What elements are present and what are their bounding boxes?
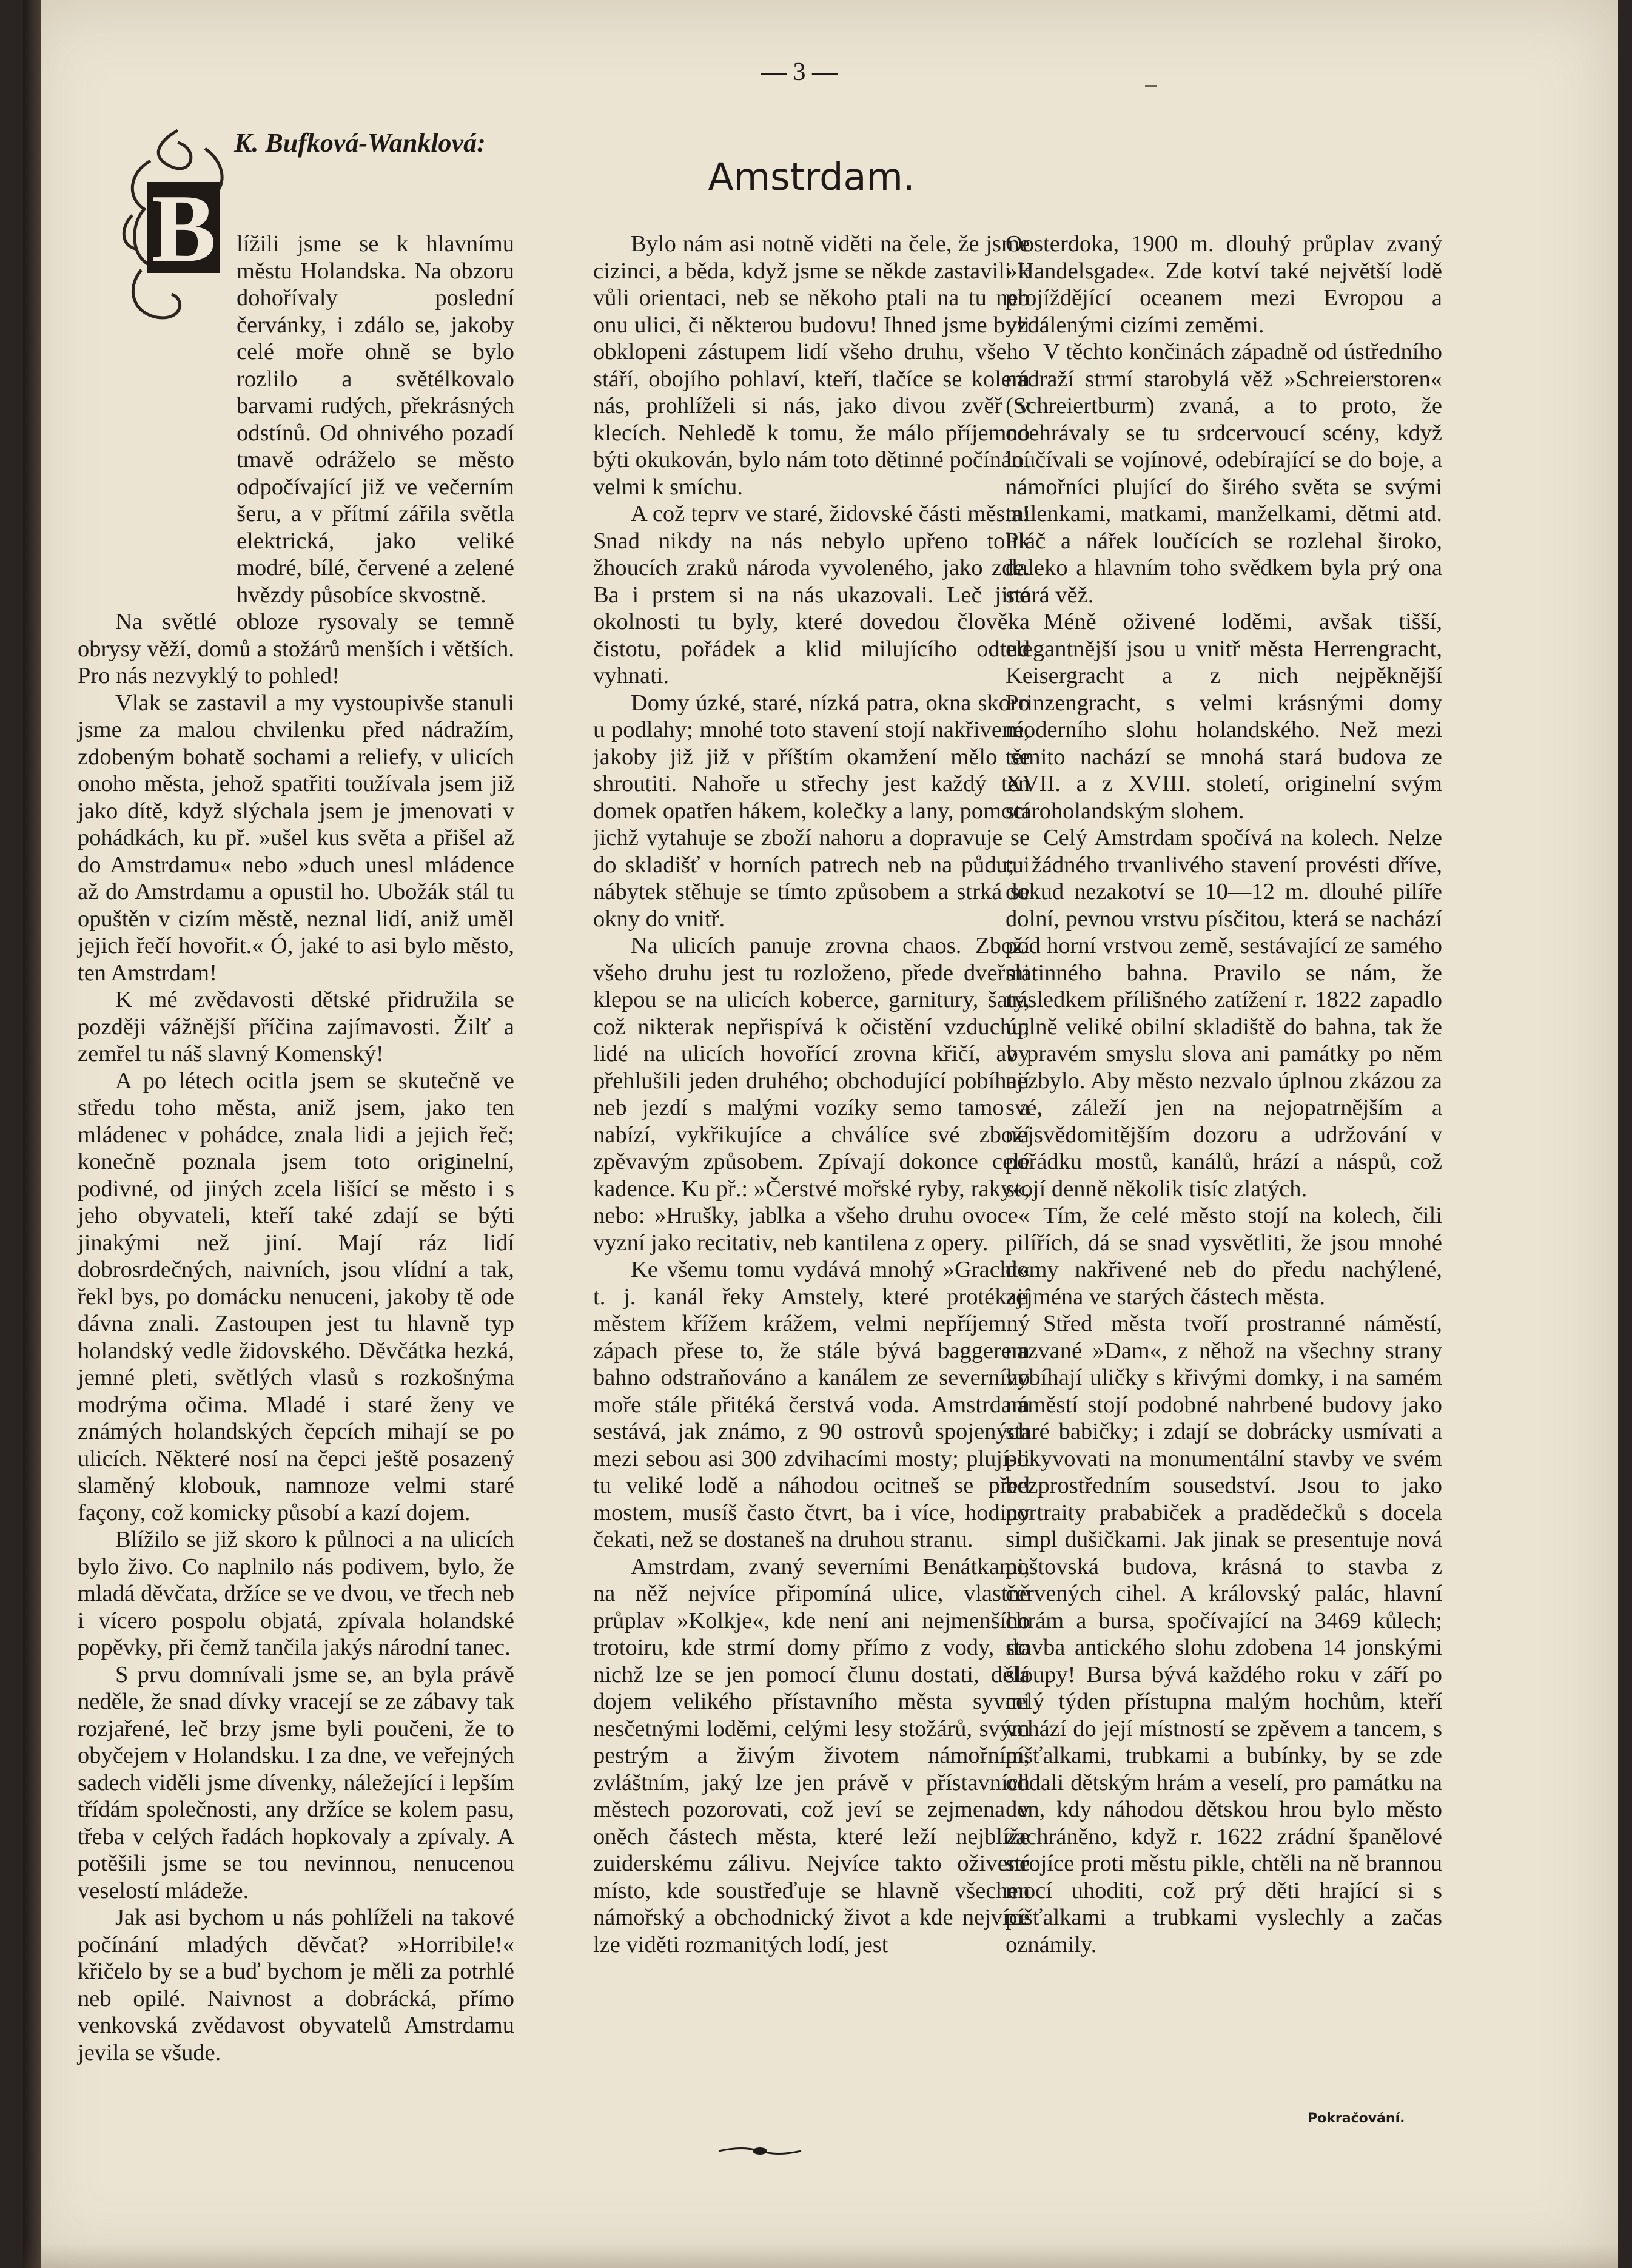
paragraph: S prvu domnívali jsme se, an byla právě neděle, že snad dívky vracejí se ze zábavy tak rozjařené, leč brzy jsme byli poučeni, že to obyčejem v Holandsku. I za dne, ve veřejných sadech viděli jsme dívenky, náležející i lepším třídám společnosti, any držíce se kolem pasu, třeba v celých řadách hopkovaly a zpívaly. A potěšili jsme se tou nevinnou, nenucenou veselostí mládeže. <box>78 1661 514 1903</box>
paragraph: V těchto končinách západně od ústředního nádraží strmí starobylá věž »Schreierstoren« (Schreiertburm) zvaná, a to proto, že odehrávaly se tu srdcervoucí scény, když loučívali se vojínové, odebírající se do boje, a námořníci plující do širého světa se svými milenkami, matkami, manželkami, dětmi atd. Pláč a nářek loučících se rozlehal široko, daleko a hlavním toho svědkem byla prý ona stará věž. <box>1006 339 1442 608</box>
paragraph: Na ulicích panuje zrovna chaos. Zboží všeho druhu jest tu rozloženo, přede dveřmi klepou se na ulicích koberce, garnitury, šaty, což nikterak nepřispívá k očistění vzduchu; lidé na ulicích hovořící zrovna křičí, aby přehlušili jeden druhého; obchodující pobíhají neb jezdí s malými vozíky semo tamo a nabízí, vykřikujíce a chválíce své zboží zpěvavým způsobem. Zpívají dokonce celé kadence. Ku př.: »Čerstvé mořské ryby, raky«, nebo: »Hrušky, jablka a všeho druhu ovoce« vyzní jako recitativ, neb kantilena z opery. <box>593 933 1030 1256</box>
paragraph: A což teprv ve staré, židovské části města! Snad nikdy na nás nebylo upřeno tolik žhoucích zraků národa vyvoleného, jako zde. Ba i prstem si na nás ukazovali. Leč jiné okolnosti tu byly, které dovedou člověka čistotu, pořádek a klid milujícího odtud vyhnati. <box>593 501 1030 688</box>
page-edge-shadow <box>23 2244 1618 2268</box>
text-column-1 <box>78 231 514 2066</box>
text-column-3 <box>1006 231 1442 1958</box>
paragraph: Méně oživené loděmi, avšak tišší, elegantnější jsou u vnitř města Herrengracht, Keisergracht a z nich nejpěknější Prinzengracht, s velmi krásnými domy moderního slohu holandského. Než mezi těmito nachází se mnohá stará budova ze XVII. a z XVIII. století, originelní svým staroholandským slohem. <box>1006 609 1442 824</box>
paragraph: Oosterdoka, 1900 m. dlouhý průplav zvaný »Handelsgade«. Zde kotví také největší lodě projíždějící oceanem mezi Evropou a vzdálenými cizími zeměmi. <box>1006 231 1442 338</box>
print-mark <box>1145 85 1157 87</box>
paragraph: A po létech ocitla jsem se skutečně ve středu toho města, aniž jsem, jako ten mládenec v pohádce, znala lidi a jejich řeč; konečně poznala jsem toto originelní, podivné, od jiných zcela lišící se město i s jeho obyvateli, kteří také zdají se býti jinakými než jiní. Mají ráz lidí dobrosrdečných, naivních, jsou vlídní a tak, řekl bys, po domácku nenuceni, jakoby tě ode dávna znali. Zastoupen jest tu hlavně typ holandský vedle židovského. Děvčátka hezká, jemné pleti, světlých vlasů s rozkošnýma modrýma očima. Mladé i staré ženy ve známých holandských čepcích mihají se po ulicích. Některé nosí na čepci ještě posazený slaměný klobouk, namnoze velmi staré façony, což komicky působí a kazí dojem. <box>78 1068 514 1526</box>
text-column-2 <box>593 231 1030 1958</box>
paragraph: Jak asi bychom u nás pohlíželi na takové počínání mladých děvčat? »Horribile!« křičelo by se a buď bychom je měli za potrhlé neb opilé. Naivnost a dobrácká, přímo venkovská zvědavost obyvatelů Amstrdamu jevila se všude. <box>78 1905 514 2065</box>
paragraph: Tím, že celé město stojí na kolech, čili pilířích, dá se snad vysvětliti, že jsou mnohé domy nakřivené neb do předu nachýlené, zejména ve starých částech města. <box>1006 1203 1442 1310</box>
article-title: Amstrdam. <box>708 155 915 199</box>
newspaper-page <box>23 0 1618 2268</box>
article-author: K. Bufková-Wanklová: <box>234 128 486 158</box>
page-number: — 3 — <box>761 58 838 86</box>
paragraph: Vlak se zastavil a my vystoupivše stanuli jsme za malou chvilenku před nádražím, zdobeným bohatě sochami a reliefy, v ulicích onoho města, jehož spatřiti toužívala jsem již jako dítě, když slýchala jsem je jmenovati v pohádkách, ku př. »ušel kus světa a přišel až do Amstrdamu« nebo »duch unesl mládence až do Amstrdamu a opustil ho. Ubožák stál tu opuštěn v cizím městě, neznal lidí, aniž uměl jejich řečí hovořit.« Ó, jaké to asi bylo město, ten Amstrdam! <box>78 690 514 986</box>
paragraph: Blížilo se již skoro k půlnoci a na ulicích bylo živo. Co naplnilo nás podivem, bylo, že mladá děvčata, držíce se ve dvou, ve třech neb i vícero pospolu objatá, zpívala holandské popěvky, při čemž tančila jakýs národní tanec. <box>78 1527 514 1660</box>
tailpiece-ornament-icon <box>717 2145 802 2157</box>
paragraph: Střed města tvoří prostranné náměstí, nazvané »Dam«, z něhož na všechny strany vybíhají uličky s křivými domky, i na samém náměstí stojí podobné nahrbené budovy jako staré babičky; i zdají se dobrácky usmívati a pokyvovati na monumentální stavby ve svém bezprostředním sousedství. Jsou to jako portraity prababiček a pradědečků s docela simpl dušičkami. Jak jinak se presentuje nová poštovská budova, krásná to stavba z červených cihel. A královský palác, hlavní chrám a bursa, spočívající na 3469 kůlech; stavba antického slohu zdobena 14 jonskými sloupy! Bursa bývá každého roku v září po celý týden přístupna malým hochům, kteří vchází do její místností se zpěvem a tancem, s píšťalkami, trubkami a bubínky, by se zde oddali dětským hrám a veselí, pro památku na den, kdy náhodou dětskou hrou bylo město zachráněno, když r. 1622 zrádní španělové strojíce proti městu pikle, chtěli na ně brannou mocí uhoditi, což prý děti hrající si s píšťalkami a trubkami vyslechly a začas oznámily. <box>1006 1311 1442 1957</box>
paragraph: Na světlé obloze rysovaly se temně obrysy věží, domů a stožárů menších i větších. Pro nás nezvyklý to pohled! <box>78 609 514 688</box>
initial-letter: B <box>151 174 217 282</box>
paragraph: Domy úzké, staré, nízká patra, okna skoro u podlahy; mnohé toto stavení stojí nakřivené, jakoby již již v příštím okamžení mělo se shroutiti. Nahoře u střechy jest každý ten domek opatřen hákem, kolečky a lany, pomocí jichž vytahuje se zboží nahoru a dopravuje se do skladišť v horních patrech neb na půdu; i nábytek stěhuje se tímto způsobem a strká se okny do vnitř. <box>593 690 1030 932</box>
paragraph: Amstrdam, zvaný severními Benátkami, na něž nejvíce připomíná ulice, vlastně průplav »Kolkje«, kde není ani nejmenšího trotoiru, kde strmí domy přímo z vody, do nichž lze se jen pomocí člunu dostati, dělá dojem velikého přístavního města syvmi nesčetnými loděmi, celými lesy stožárů, svým pestrým a živým životem námořním, zvláštním, jaký lze jen právě v přístavních městech pozorovati, což jeví se zejmena v oněch částech města, které leží nejblíže zuiderskému zálivu. Nejvíce takto oživené místo, kde soustřeďuje se hlavně všechen námořský a obchodnický život a kde nejvíce lze viděti rozmanitých lodí, jest <box>593 1553 1030 1957</box>
paragraph: Celý Amstrdam spočívá na kolech. Nelze tu žádného trvanlivého stavení provésti dříve, dokud nezakotví se 10—12 m. dlouhé pilíře dolní, pevnou vrstvu písčitou, která se nachází pod horní vrstvou země, sestávající ze samého slatinného bahna. Pravilo se nám, že následkem přílišného zatížení r. 1822 zapadlo úplně veliké obilní skladiště do bahna, tak že v pravém smyslu slova ani památky po něm nezbylo. Aby město nezvalo úplnou zkázou za své, záleží jen na nejopatrnějším a nejsvědomitějším dozoru a udržování v pořádku mostů, kanálů, hrází a náspů, což stojí denně několik tisíc zlatých. <box>1006 825 1442 1202</box>
paragraph: Bylo nám asi notně viděti na čele, že jsme cizinci, a běda, když jsme se někde zastavili k vůli orientaci, neb se někoho ptali na tu neb onu ulici, či některou budovu! Ihned jsme byli obklopeni zástupem lidí všeho druhu, všeho stáří, obojího pohlaví, kteří, tlačíce se kolem nás, prohlíželi si nás, jako divou zvěř v klecích. Nehledě k tomu, že málo příjemno býti okukován, bylo nám toto dětinné počínání velmi k smíchu. <box>593 231 1030 500</box>
paragraph: Ke všemu tomu vydává mnohý »Gracht« t. j. kanál řeky Amstely, které protékají městem křížem krážem, velmi nepříjemný zápach přese to, že stále bývá baggerem bahno odstraňováno a kanálem ze severního moře stále přitéká čerstvá voda. Amstrdam sestává, jak známo, z 90 ostrovů spojených mezi sebou asi 300 zdvihacími mosty; plují-li tu veliké lodě a náhodou ocitneš se před mostem, musíš často čtvrt, ba i více, hodiny čekati, než se dostaneš na druhou stranu. <box>593 1257 1030 1552</box>
continued-label: Pokračování. <box>1308 2111 1405 2126</box>
paragraph: K mé zvědavosti dětské přidružila se později vážnější příčina zajímavosti. Žilť a zemřel tu náš slavný Komenský! <box>78 987 514 1066</box>
page-binding-edge <box>23 0 41 2268</box>
paragraph: lížili jsme se k hlavnímu městu Holandska. Na obzoru dohořívaly poslední červánky, i zdálo se, jakoby celé moře ohně se bylo rozlilo a světélkovalo barvami rudých, překrásných odstínů. Od ohnivého pozadí tmavě odráželo se město odpočívající již ve večerním šeru, a v přítmí zářila světla elektrická, jako veliké modré, bílé, červené a zelené hvězdy působíce skvostně. <box>237 231 514 608</box>
